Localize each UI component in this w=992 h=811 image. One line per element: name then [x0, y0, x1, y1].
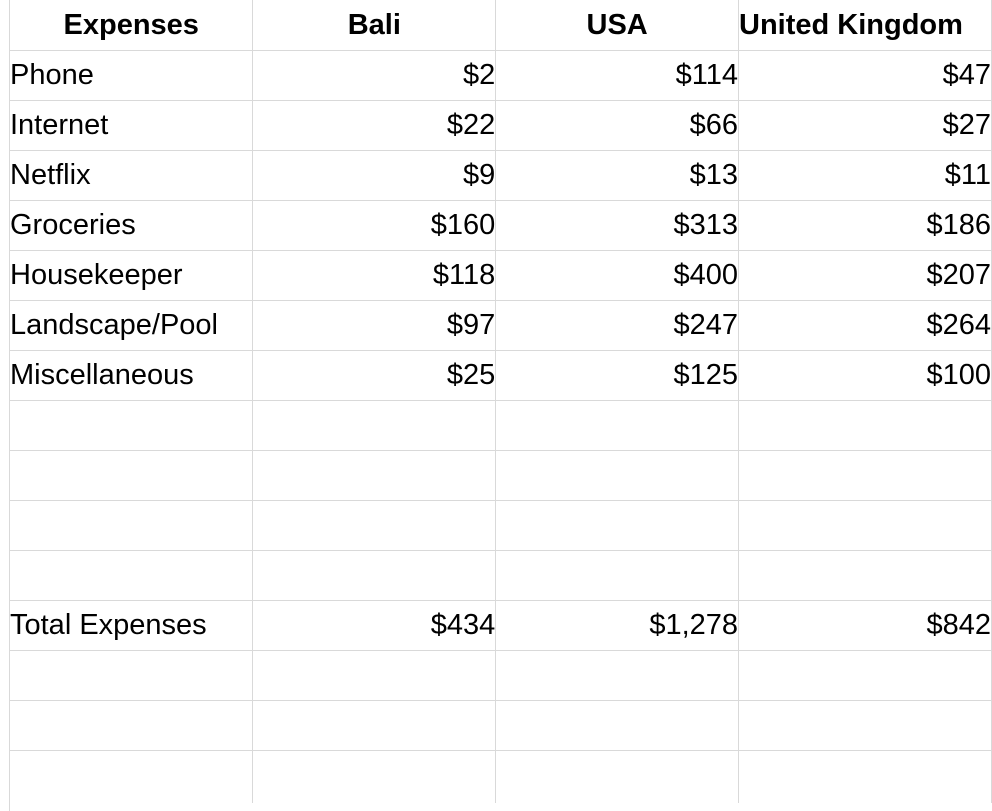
empty-cell[interactable] — [10, 751, 253, 803]
empty-cell[interactable] — [496, 651, 739, 701]
empty-cell[interactable] — [253, 701, 496, 751]
empty-cell[interactable] — [10, 651, 253, 701]
total-bali[interactable]: $434 — [253, 601, 496, 651]
cell-bali[interactable]: $160 — [253, 201, 496, 251]
cell-uk[interactable]: $27 — [739, 101, 992, 151]
empty-cell[interactable] — [10, 501, 253, 551]
empty-row — [10, 451, 992, 501]
table-row — [10, 301, 992, 351]
cell-uk[interactable]: $47 — [739, 51, 992, 101]
total-row — [10, 601, 992, 651]
cell-label[interactable]: Housekeeper — [10, 251, 253, 301]
cell-usa[interactable]: $125 — [496, 351, 739, 401]
empty-cell[interactable] — [739, 401, 992, 451]
table-row — [10, 351, 992, 401]
empty-cell[interactable] — [253, 501, 496, 551]
empty-cell[interactable] — [253, 451, 496, 501]
expenses-table — [10, 0, 992, 803]
empty-cell[interactable] — [496, 701, 739, 751]
empty-cell[interactable] — [739, 651, 992, 701]
cell-bali[interactable]: $97 — [253, 301, 496, 351]
cell-usa[interactable]: $313 — [496, 201, 739, 251]
empty-row — [10, 501, 992, 551]
empty-row — [10, 701, 992, 751]
empty-cell[interactable] — [253, 751, 496, 803]
empty-cell[interactable] — [496, 501, 739, 551]
cell-label[interactable]: Miscellaneous — [10, 351, 253, 401]
cell-bali[interactable]: $2 — [253, 51, 496, 101]
cell-usa[interactable]: $66 — [496, 101, 739, 151]
cell-label[interactable]: Phone — [10, 51, 253, 101]
header-united-kingdom[interactable]: United Kingdom — [739, 0, 992, 51]
total-label[interactable]: Total Expenses — [10, 601, 253, 651]
cell-uk[interactable]: $186 — [739, 201, 992, 251]
empty-cell[interactable] — [10, 451, 253, 501]
empty-row — [10, 751, 992, 803]
empty-cell[interactable] — [496, 751, 739, 803]
empty-cell[interactable] — [10, 401, 253, 451]
row-header-strip — [0, 0, 10, 811]
cell-usa[interactable]: $400 — [496, 251, 739, 301]
cell-label[interactable]: Landscape/Pool — [10, 301, 253, 351]
cell-uk[interactable]: $11 — [739, 151, 992, 201]
empty-row — [10, 551, 992, 601]
cell-bali[interactable]: $22 — [253, 101, 496, 151]
total-uk[interactable]: $842 — [739, 601, 992, 651]
cell-label[interactable]: Groceries — [10, 201, 253, 251]
cell-label[interactable]: Netflix — [10, 151, 253, 201]
header-row — [10, 0, 992, 51]
table-row — [10, 51, 992, 101]
empty-cell[interactable] — [496, 401, 739, 451]
empty-cell[interactable] — [10, 551, 253, 601]
table-row — [10, 101, 992, 151]
empty-row — [10, 401, 992, 451]
empty-cell[interactable] — [10, 701, 253, 751]
empty-cell[interactable] — [739, 501, 992, 551]
table-row — [10, 201, 992, 251]
table-row — [10, 151, 992, 201]
cell-usa[interactable]: $247 — [496, 301, 739, 351]
header-expenses[interactable]: Expenses — [10, 0, 253, 51]
header-bali[interactable]: Bali — [253, 0, 496, 51]
cell-bali[interactable]: $118 — [253, 251, 496, 301]
cell-uk[interactable]: $100 — [739, 351, 992, 401]
table-row — [10, 251, 992, 301]
empty-cell[interactable] — [739, 751, 992, 803]
empty-cell[interactable] — [496, 551, 739, 601]
cell-bali[interactable]: $25 — [253, 351, 496, 401]
empty-cell[interactable] — [253, 551, 496, 601]
cell-bali[interactable]: $9 — [253, 151, 496, 201]
empty-cell[interactable] — [253, 651, 496, 701]
cell-uk[interactable]: $207 — [739, 251, 992, 301]
header-usa[interactable]: USA — [496, 0, 739, 51]
total-usa[interactable]: $1,278 — [496, 601, 739, 651]
empty-row — [10, 651, 992, 701]
empty-cell[interactable] — [496, 451, 739, 501]
empty-cell[interactable] — [739, 551, 992, 601]
empty-cell[interactable] — [739, 701, 992, 751]
empty-cell[interactable] — [739, 451, 992, 501]
cell-usa[interactable]: $114 — [496, 51, 739, 101]
cell-label[interactable]: Internet — [10, 101, 253, 151]
cell-uk[interactable]: $264 — [739, 301, 992, 351]
cell-usa[interactable]: $13 — [496, 151, 739, 201]
empty-cell[interactable] — [253, 401, 496, 451]
